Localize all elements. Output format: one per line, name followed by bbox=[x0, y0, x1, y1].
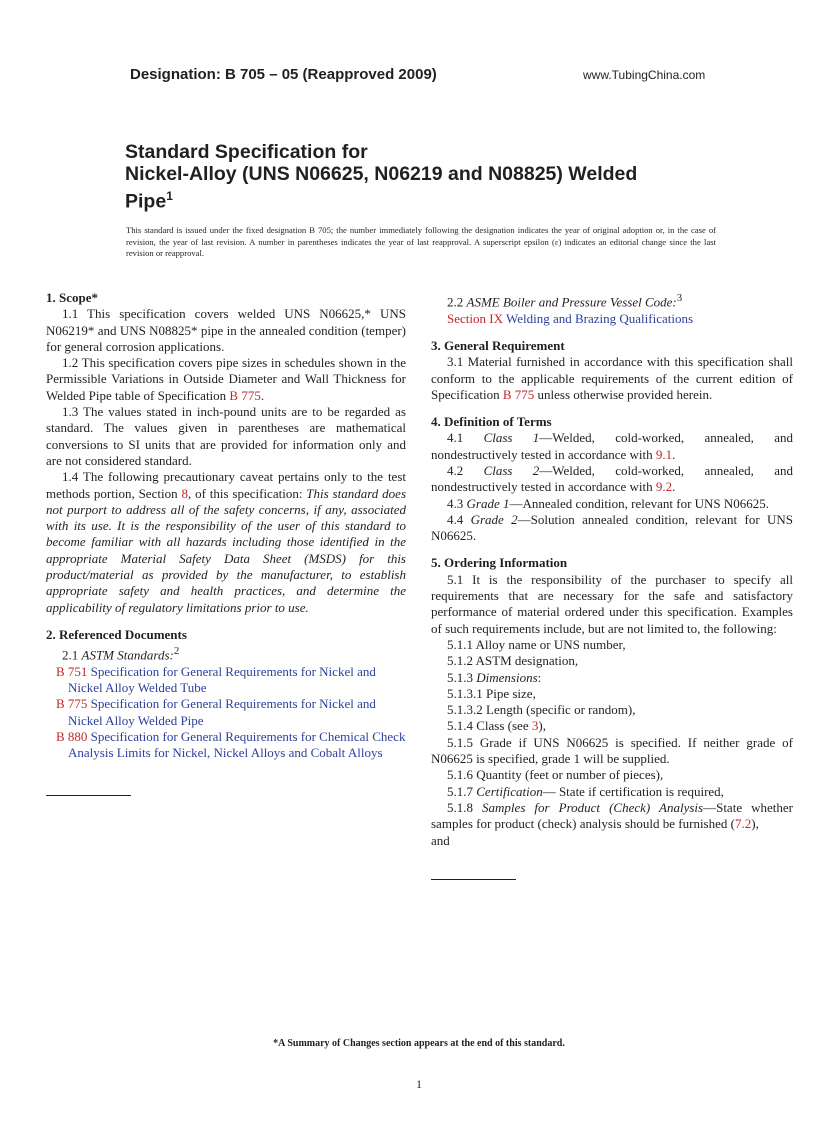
website[interactable]: www.TubingChina.com bbox=[583, 68, 706, 82]
definition-text: —Annealed condition, relevant for UNS N06625. bbox=[509, 495, 770, 511]
ordering-5-1-3-2: 5.1.3.2 Length (specific or random), bbox=[447, 702, 636, 718]
ref-b880[interactable] bbox=[46, 729, 406, 762]
ordering-5-1: 5.1 It is the responsibility of the purchaser to specify all requirements that are necessary for the safe and satisfactory performance of material ordered under this specification. Examples of such requirements include, but are not limited to, the following: bbox=[431, 571, 793, 636]
definition-term: Grade 1 bbox=[466, 495, 510, 511]
item-term: Samples for Product (Check) Analysis bbox=[482, 799, 704, 815]
ref-code[interactable]: B 751 bbox=[56, 663, 88, 679]
ref-code[interactable]: Section IX bbox=[447, 310, 503, 326]
ref-code[interactable]: B 775 bbox=[56, 696, 88, 712]
safety-caveat: This standard does not purport to address all of the safety concerns, if any, associated with its use. It is the responsibility of the user of this standard to become familiar with all hazards including those identified in the appropriate Material Safety Data Sheet (MSDS) for this product/material as provided by the manufacturer, to establish appropriate safety and health practices, and determine the applicability of regulatory limitations prior to use. bbox=[46, 485, 407, 615]
title-footnote-mark[interactable]: 1 bbox=[166, 189, 173, 203]
section-9-1-link[interactable]: 9.1 bbox=[655, 446, 673, 462]
definition-4-4 bbox=[431, 512, 793, 545]
scope-heading: 1. Scope* bbox=[46, 290, 98, 305]
scope-1-2-text: 1.2 This specification covers pipe sizes in schedules shown in the Permissible Variations in Outside Diameter and Wall Thickness for Welded Pipe table of Specification bbox=[46, 355, 406, 403]
general-heading: 3. General Requirement bbox=[431, 337, 565, 353]
definition-num: 4.3 bbox=[447, 495, 467, 511]
item-num: 5.1.8 bbox=[447, 799, 483, 815]
definition-term: Grade 2 bbox=[470, 511, 518, 527]
ordering-5-1-3-1: 5.1.3.1 Pipe size, bbox=[447, 685, 536, 701]
ordering-heading: 5. Ordering Information bbox=[431, 555, 568, 571]
ordering-5-1-2: 5.1.2 ASTM designation, bbox=[447, 653, 579, 669]
astm-standards bbox=[46, 643, 406, 664]
scope-1-4-text: 1.4 The following precautionary caveat pertains only to the test methods portion, Section bbox=[46, 469, 406, 501]
issuance-notice: This standard is issued under the fixed designation B 705; the number immediately following the designation indicates the year of original adoption or, in the case of revision, the year of last revision. A number in parentheses indicates the year of last reapproval. A superscript epsilon (ε) indicates an editorial change since the last revision or reapproval. bbox=[126, 225, 716, 258]
ordering-5-1-5: 5.1.5 Grade if UNS N06625 is specified. If neither grade of N06625 is specified, grade 1 will be supplied. bbox=[431, 734, 793, 767]
ref-title[interactable]: Welding and Brazing Qualifications bbox=[502, 310, 694, 326]
astm-standards-num: 2.1 bbox=[62, 647, 82, 663]
b775-link[interactable]: B 775 bbox=[502, 386, 535, 402]
general-3-1-end: unless otherwise provided herein. bbox=[534, 386, 713, 402]
definitions-heading: 4. Definition of Terms bbox=[431, 414, 552, 430]
ref-b751[interactable] bbox=[46, 664, 406, 697]
definition-term: Class 1 bbox=[483, 430, 540, 446]
definition-text: —Solution annealed condition, relevant for UNS N06625. bbox=[431, 511, 794, 544]
footnote-3-mark[interactable]: 3 bbox=[676, 292, 683, 304]
scope-1-4-mid: , of this specification: bbox=[187, 485, 307, 501]
item-num: 5.1.3 bbox=[447, 669, 477, 685]
title-pipe: Pipe bbox=[125, 190, 167, 213]
footnote-2-mark[interactable]: 2 bbox=[173, 645, 180, 658]
item-end: ), bbox=[538, 718, 546, 734]
ref-title[interactable]: Specification for General Requirements for Nickel and Nickel Alloy Welded Tube bbox=[68, 663, 376, 696]
title-line-1: Standard Specification for bbox=[125, 141, 368, 163]
item-num: 5.1.7 bbox=[447, 783, 477, 799]
asme-code-title: ASME Boiler and Pressure Vessel Code: bbox=[466, 294, 677, 310]
astm-standards-title: ASTM Standards: bbox=[81, 647, 174, 663]
scope-1-2-end: . bbox=[260, 387, 265, 403]
ordering-5-1-8 bbox=[431, 800, 793, 833]
right-column bbox=[431, 290, 793, 880]
definition-num: 4.2 bbox=[447, 463, 484, 478]
ref-b775[interactable] bbox=[46, 696, 406, 729]
item-term: Dimensions bbox=[476, 669, 538, 685]
definition-4-3 bbox=[431, 496, 793, 512]
definition-4-1 bbox=[431, 430, 793, 463]
definition-end: . bbox=[672, 446, 676, 462]
ordering-5-1-4 bbox=[431, 718, 793, 734]
general-3-1-text: 3.1 Material furnished in accordance with this specification shall conform to the applicable requirements of the current edition of Specification bbox=[431, 354, 793, 402]
general-3-1 bbox=[431, 354, 793, 403]
definition-num: 4.4 bbox=[447, 511, 471, 527]
ordering-5-1-6: 5.1.6 Quantity (feet or number of pieces), bbox=[447, 767, 664, 783]
ordering-and: and bbox=[431, 832, 450, 848]
section-7-2-link[interactable]: 7.2 bbox=[734, 816, 752, 832]
definition-end: . bbox=[672, 479, 676, 495]
footnote-rule bbox=[46, 795, 131, 796]
designation: Designation: B 705 – 05 (Reapproved 2009) bbox=[130, 66, 437, 83]
b775-link[interactable]: B 775 bbox=[229, 387, 261, 403]
item-end: ), bbox=[751, 816, 759, 832]
scope-1-1: 1.1 This specification covers welded UNS N06625,* UNS N06219* and UNS N08825* pipe in the annealed condition (temper) for general corrosion applications. bbox=[46, 306, 406, 354]
ref-section-ix[interactable] bbox=[431, 311, 793, 327]
ordering-5-1-3 bbox=[431, 670, 793, 686]
definition-text: —Welded, cold-worked, annealed, and nondestructively tested in accordance with bbox=[431, 463, 794, 495]
definition-term: Class 2 bbox=[483, 463, 540, 478]
section-9-2-link[interactable]: 9.2 bbox=[655, 479, 673, 495]
footnote-rule bbox=[431, 879, 516, 880]
title-line-2: Nickel-Alloy (UNS N06625, N06219 and N08825) Welded bbox=[125, 163, 638, 185]
ref-title[interactable]: Specification for General Requirements for Chemical Check Analysis Limits for Nickel, Nickel Alloys and Cobalt Alloys bbox=[68, 729, 406, 761]
title-line-3 bbox=[125, 185, 685, 213]
summary-note: *A Summary of Changes section appears at the end of this standard. bbox=[273, 1038, 565, 1049]
section-3-link[interactable]: 3 bbox=[531, 718, 539, 734]
ref-code[interactable]: B 880 bbox=[56, 729, 88, 745]
document-title bbox=[125, 141, 685, 213]
page-number: 1 bbox=[416, 1077, 422, 1091]
definition-num: 4.1 bbox=[447, 430, 484, 446]
ordering-5-1-1: 5.1.1 Alloy name or UNS number, bbox=[447, 636, 626, 652]
left-column bbox=[46, 290, 406, 796]
definition-4-2 bbox=[431, 463, 793, 496]
ordering-5-1-7 bbox=[431, 784, 793, 800]
scope-1-3: 1.3 The values stated in inch-pound units are to be regarded as standard. The values given in parentheses are mathematical conversions to SI units that are provided for information only and are not considered standard. bbox=[46, 404, 406, 468]
scope-1-4 bbox=[46, 469, 406, 616]
item-end: : bbox=[537, 669, 542, 685]
item-term: Certification bbox=[476, 783, 543, 799]
definition-text: —Welded, cold-worked, annealed, and nondestructively tested in accordance with bbox=[431, 430, 794, 462]
referenced-heading: 2. Referenced Documents bbox=[46, 626, 187, 642]
ref-title[interactable]: Specification for General Requirements for Nickel and Nickel Alloy Welded Pipe bbox=[68, 696, 376, 728]
item-text: — State if certification is required, bbox=[542, 783, 724, 799]
section-8-link[interactable]: 8 bbox=[181, 485, 188, 501]
item-text: —State whether samples for product (check) analysis should be furnished ( bbox=[431, 799, 794, 832]
item-text: 5.1.4 Class (see bbox=[447, 718, 532, 734]
asme-code bbox=[431, 290, 793, 311]
asme-code-num: 2.2 bbox=[447, 294, 467, 310]
scope-1-2 bbox=[46, 355, 406, 404]
